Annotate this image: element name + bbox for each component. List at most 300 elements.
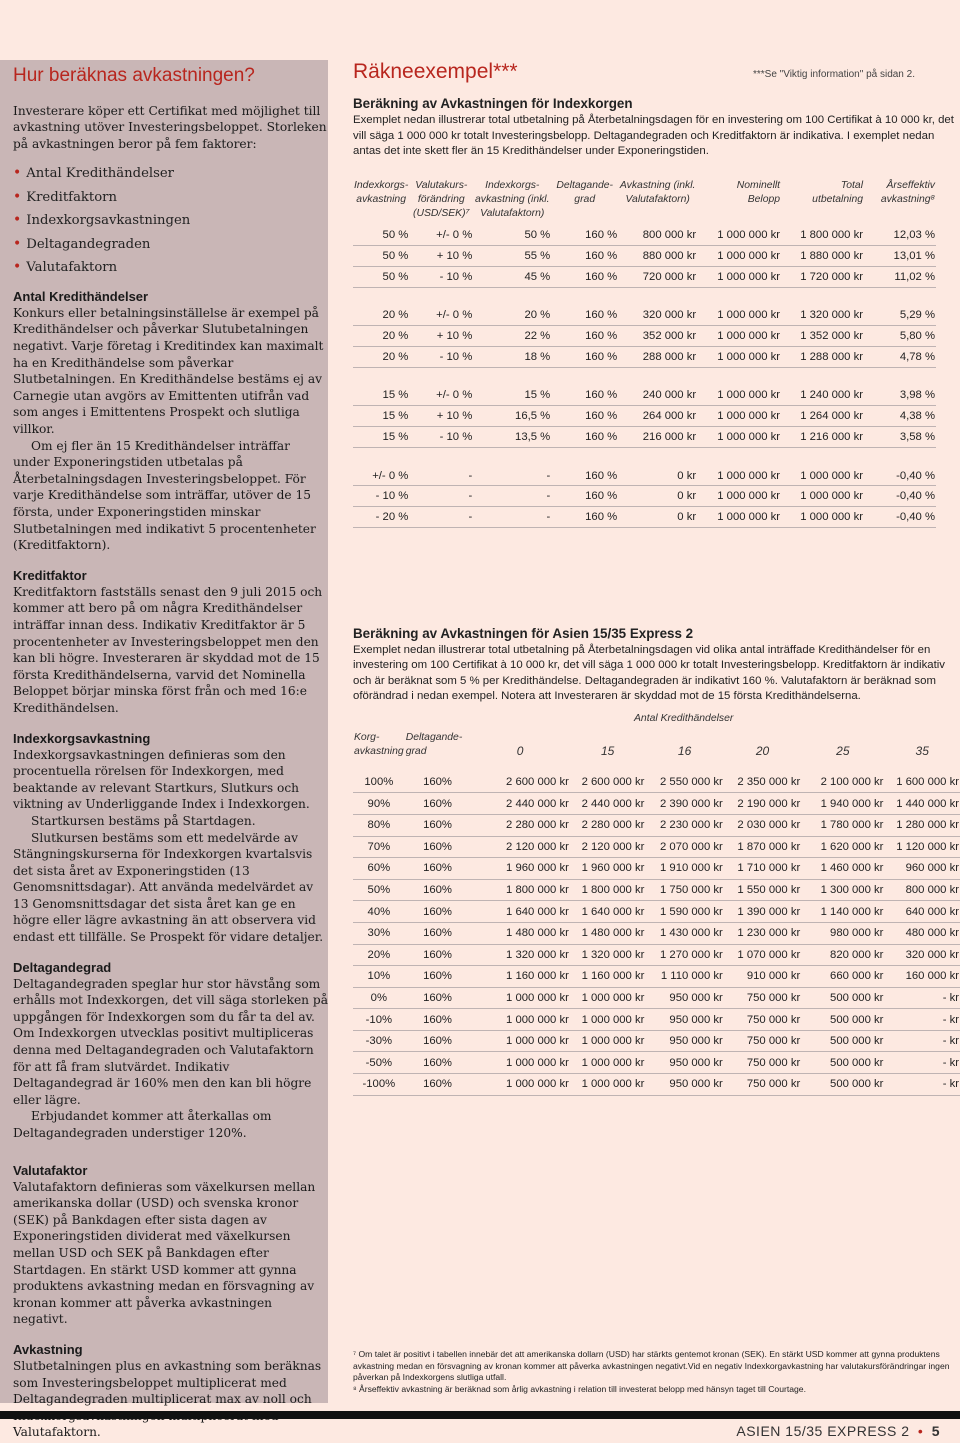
table-cell: 90% <box>353 793 405 815</box>
table-cell: 2 440 000 kr <box>470 793 569 815</box>
table-cell: 500 000 kr <box>801 987 884 1009</box>
table-cell: 1 110 000 kr <box>645 966 723 988</box>
table-cell: 160% <box>405 836 471 858</box>
example-title: Räkneexempel*** <box>353 60 518 83</box>
table-cell: 160 % <box>551 466 618 486</box>
table-cell: -10% <box>353 1009 405 1031</box>
example-note: ***Se "Viktig information" på sidan 2. <box>752 69 915 80</box>
table-cell: 1 000 000 kr <box>781 507 864 528</box>
table-cell: 12,03 % <box>864 226 936 246</box>
table-cell: - kr <box>884 1074 960 1096</box>
left-title: Hur beräknas avkastningen? <box>13 65 255 86</box>
table-cell: 1 800 000 kr <box>570 879 646 901</box>
kredithandelser-table <box>353 730 960 1096</box>
group-spacer <box>353 287 936 306</box>
table-cell: 2 390 000 kr <box>645 793 723 815</box>
section-text: Indexkorgsavkastningen definieras som den procentuella rörelsen för Indexkorgen, med beaktande av relevant Startkurs, Slutkurs och viktning av Underliggande Index i Indexkorgen. <box>13 747 310 812</box>
page-footer <box>736 1423 940 1439</box>
table-cell: 1 710 000 kr <box>724 858 801 880</box>
footnotes <box>353 1349 958 1395</box>
table-cell: 160% <box>405 858 471 880</box>
table-row <box>353 246 936 267</box>
column-header: Indexkorgs- avkastning <box>354 179 409 205</box>
table-cell: 18 % <box>473 346 551 367</box>
table-cell: 160 % <box>551 406 618 427</box>
table-cell: 1 240 000 kr <box>781 386 864 406</box>
table-cell: 45 % <box>473 266 551 287</box>
table-cell: 1 000 000 kr <box>697 486 781 507</box>
table-cell: 160% <box>405 793 471 815</box>
table-cell: 1 000 000 kr <box>570 987 646 1009</box>
footer-product: ASIEN 15/35 EXPRESS 2 <box>736 1423 910 1439</box>
table-cell: - kr <box>884 987 960 1009</box>
column-header: Korg- avkastning <box>354 731 404 757</box>
table-cell: 160% <box>405 772 471 793</box>
section-heading: Deltagandegrad <box>13 959 112 975</box>
table-cell: 960 000 kr <box>884 858 960 880</box>
table-cell: 1 000 000 kr <box>697 226 781 246</box>
table-cell: 950 000 kr <box>645 1074 723 1096</box>
table-cell: 50 % <box>353 266 409 287</box>
section-text: Om ej fler än 15 Kredithändelser inträffar under Exponeringstiden utbetalas på Återbetalningsdagen Investeringsbeloppet. För varje Kredithändelse som inträffar, utöver de 15 första, under Exponeringstiden minskar Slutbetalningen med indikativt 5 procentenheter (Kreditfaktorn). <box>13 438 316 553</box>
table-row <box>353 306 936 326</box>
footnote: ⁸ Årseffektiv avkastning är beräknad som årlig avkastning i relation till investerat belopp med hänsyn taget till Courtage. <box>353 1383 806 1394</box>
table-row <box>353 507 936 528</box>
table-cell: 55 % <box>473 246 551 267</box>
table-row <box>353 944 960 966</box>
table-cell: 950 000 kr <box>645 1009 723 1031</box>
table-cell: -0,40 % <box>864 486 936 507</box>
table-cell: 160% <box>405 944 471 966</box>
table-cell: 1 140 000 kr <box>801 901 884 923</box>
table-cell: 1 440 000 kr <box>884 793 960 815</box>
table-cell: 1 352 000 kr <box>781 326 864 347</box>
intro-text: Investerare köper ett Certifikat med möjlighet till avkastning utöver Investeringsbeloppet. Storleken på avkastningen beror på fem faktorer: <box>13 103 327 151</box>
table-cell: 15 % <box>353 406 409 427</box>
table-row <box>353 793 960 815</box>
table-cell: 2 600 000 kr <box>470 772 569 793</box>
table-cell: 1 940 000 kr <box>801 793 884 815</box>
bullet-icon: • <box>13 235 22 252</box>
table-cell: 160 % <box>551 486 618 507</box>
table-row <box>353 922 960 944</box>
column-header: 20 <box>755 743 770 758</box>
table-cell: + 10 % <box>409 326 473 347</box>
table-cell: 20 % <box>353 346 409 367</box>
table-cell: 1 590 000 kr <box>645 901 723 923</box>
table-cell: 160 000 kr <box>884 966 960 988</box>
table-cell: 1 264 000 kr <box>781 406 864 427</box>
table-cell: 160% <box>405 901 471 923</box>
table-cell: 160% <box>405 879 471 901</box>
table-cell: 1 640 000 kr <box>470 901 569 923</box>
table-cell: 80% <box>353 814 405 836</box>
table-row <box>353 858 960 880</box>
list-item: • Antal Kredithändelser <box>13 165 174 182</box>
table-cell: 16,5 % <box>473 406 551 427</box>
table-cell: 3,58 % <box>864 427 936 448</box>
table-cell: 1 000 000 kr <box>470 987 569 1009</box>
section-heading: Kreditfaktor <box>13 567 87 583</box>
table-cell: 1 160 000 kr <box>470 966 569 988</box>
section-heading: Beräkning av Avkastningen för Indexkorgen <box>353 96 633 111</box>
page-number: 5 <box>931 1423 940 1439</box>
table-cell: 1 000 000 kr <box>781 466 864 486</box>
table-row <box>353 1052 960 1074</box>
table-cell: 50% <box>353 879 405 901</box>
table-cell: 1 000 000 kr <box>697 346 781 367</box>
column-header: Årseffektiv avkastning⁸ <box>880 179 935 205</box>
table-cell: 1 000 000 kr <box>697 386 781 406</box>
table-cell: 160 % <box>551 427 618 448</box>
table-cell: 1 000 000 kr <box>570 1009 646 1031</box>
table-cell: 160 % <box>551 346 618 367</box>
table-cell: 5,80 % <box>864 326 936 347</box>
table-cell: 2 120 000 kr <box>570 836 646 858</box>
list-item: • Valutafaktorn <box>13 259 118 276</box>
table-cell: 480 000 kr <box>884 922 960 944</box>
table-cell: 1 320 000 kr <box>781 306 864 326</box>
table-cell: 160 % <box>551 326 618 347</box>
table-cell: 13,01 % <box>864 246 936 267</box>
table-cell: 160% <box>405 966 471 988</box>
table-cell: 2 030 000 kr <box>724 814 801 836</box>
table-cell: + 10 % <box>409 406 473 427</box>
table-cell: 880 000 kr <box>618 246 697 267</box>
table-cell: 2 280 000 kr <box>570 814 646 836</box>
table-cell: 160% <box>405 1009 471 1031</box>
table-row <box>353 836 960 858</box>
table-cell: 1 780 000 kr <box>801 814 884 836</box>
column-header: Deltagande- grad <box>405 731 463 757</box>
column-header: 25 <box>836 743 850 758</box>
table-cell: 100% <box>353 772 405 793</box>
table-cell: 15 % <box>473 386 551 406</box>
table-cell: - kr <box>884 1052 960 1074</box>
table-cell: 950 000 kr <box>645 1052 723 1074</box>
list-item: • Indexkorgsavkastningen <box>13 212 191 229</box>
column-header: Valutakurs- förändring (USD/SEK)⁷ <box>413 179 470 219</box>
bullet-icon: • <box>13 212 22 229</box>
footnote: ⁷ Om talet är positivt i tabellen innebär det att amerikanska dollarn (USD) har stärkts gentemot kronan (SEK). En stärkt USD kommer att gynna produktens avkastning medan en försvagning av kronan kommer att påverka avkastningen negativt.Vid en negativ Indexkorgavkastning har valutakursförändringar ingen påverkan på Indexkorgens slutliga utfall. <box>353 1349 950 1382</box>
section-text: Deltagandegraden speglar hur stor hävstång som erhålls mot Indexkorgen, det vill säga storleken på uppgången för Indexkorgen som du får ta del av. Om Indexkorgen utvecklas positivt multipliceras denna med Deltagandegraden och Valutafaktorn för att få fram slutvärdet. Indikativ Deltagandegrad är 160% men den kan bli högre eller lägre. <box>13 976 328 1107</box>
table-cell: 950 000 kr <box>645 1030 723 1052</box>
table-cell: 0 kr <box>618 466 697 486</box>
table-row <box>353 966 960 988</box>
section-text: Valutafaktorn definieras som växelkursen mellan amerikanska dollar (USD) och svenska kronor (SEK) på Bankdagen efter sista dagen av Exponeringstiden dividerat med växelkursen mellan USD och SEK på Bankdagen efter Startdagen. En stärkt USD kommer att gynna produktens avkastning medan en försvagning av kronan kommer att påverka avkastningen negativt. <box>13 1179 316 1327</box>
section-text: Kreditfaktorn fastställs senast den 9 juli 2015 och kommer att bero på om några Kredithändelser inträffar innan dess. Indikativ Kreditfaktor är 5 procentenheter av Investeringsbeloppet men den kan bli högre. Investeraren är skyddad mot de 15 första Kredithändelserna, varvid det Nominella Beloppet börjar minska först från och med 16:e Kredithändelsen. <box>13 584 323 715</box>
table-cell: 2 070 000 kr <box>645 836 723 858</box>
table-cell: 264 000 kr <box>618 406 697 427</box>
table-cell: 1 550 000 kr <box>724 879 801 901</box>
column-header: Indexkorgs- avkastning (inkl. Valutafaktorn) <box>474 179 550 219</box>
table-row <box>353 1009 960 1031</box>
table-cell: 1 000 000 kr <box>697 466 781 486</box>
table-row <box>353 346 936 367</box>
table-cell: 1 960 000 kr <box>470 858 569 880</box>
factor-list <box>13 162 328 280</box>
group-spacer <box>353 367 936 386</box>
table-cell: 2 100 000 kr <box>801 772 884 793</box>
table-cell: 13,5 % <box>473 427 551 448</box>
table-cell: 1 000 000 kr <box>570 1074 646 1096</box>
table-cell: 2 600 000 kr <box>570 772 646 793</box>
table-cell: 320 000 kr <box>618 306 697 326</box>
table-cell: 160% <box>405 1052 471 1074</box>
table-cell: 60% <box>353 858 405 880</box>
table-cell: 2 190 000 kr <box>724 793 801 815</box>
table-cell: 5,29 % <box>864 306 936 326</box>
table-cell: +/- 0 % <box>409 226 473 246</box>
table-cell: 2 230 000 kr <box>645 814 723 836</box>
table-cell: 1 000 000 kr <box>697 266 781 287</box>
table-cell: +/- 0 % <box>409 386 473 406</box>
table-cell: 160 % <box>551 226 618 246</box>
table-cell: 1 390 000 kr <box>724 901 801 923</box>
table-cell: 1 430 000 kr <box>645 922 723 944</box>
table-row <box>353 1030 960 1052</box>
table-cell: 160% <box>405 1030 471 1052</box>
table-cell: 750 000 kr <box>724 1030 801 1052</box>
table-cell: 1 000 000 kr <box>470 1030 569 1052</box>
table-cell: 160 % <box>551 386 618 406</box>
table-cell: 0 kr <box>618 507 697 528</box>
table-cell: -100% <box>353 1074 405 1096</box>
table-cell: 800 000 kr <box>618 226 697 246</box>
table-cell: 750 000 kr <box>724 1074 801 1096</box>
table-cell: 1 640 000 kr <box>570 901 646 923</box>
table-cell: 20 % <box>353 306 409 326</box>
table-cell: + 10 % <box>409 246 473 267</box>
table-cell: 1 000 000 kr <box>697 246 781 267</box>
table-cell: 50 % <box>473 226 551 246</box>
column-header: Nominellt Belopp <box>736 179 781 205</box>
table-row <box>353 266 936 287</box>
section-text: Exemplet nedan illustrerar total utbetalning på Återbetalningsdagen för en investering om 100 Certifikat à 10 000 kr, det vill säga 1 000 000 kr totalt Investeringsbelopp. Deltagandegraden och Kreditfaktorn är indikativa. I exemplet nedan antas det inte skett fler än 15 Kredithändelser under Exponeringstiden. <box>353 114 954 157</box>
table-cell: 500 000 kr <box>801 1052 884 1074</box>
table-cell: 1 000 000 kr <box>697 507 781 528</box>
table-cell: -0,40 % <box>864 466 936 486</box>
table-cell: 160 % <box>551 246 618 267</box>
table-cell: 70% <box>353 836 405 858</box>
section-text: Exemplet nedan illustrerar total utbetalning på Återbetalningsdagen vid olika antal inträffade Kredithändelser för en investering om 100 Certifikat à 10 000 kr, det vill säga 1 000 000 kr totalt Investeringsbelopp. Kreditfaktorn är indikativ och är beräknat som 5 % per Kredithändelse. Deltagandegraden är indikativt 160 %. Valutafaktorn är beräknad som oförändrad i nedan exempel. Notera att Investeraren är skyddad mot de 15 första Kredithändelserna. <box>353 643 946 703</box>
table-cell: 15 % <box>353 386 409 406</box>
table-cell: 1 000 000 kr <box>697 326 781 347</box>
table-cell: 1 910 000 kr <box>645 858 723 880</box>
table-cell: 1 300 000 kr <box>801 879 884 901</box>
table-cell: 50 % <box>353 226 409 246</box>
table-cell: 1 880 000 kr <box>781 246 864 267</box>
table-cell: +/- 0 % <box>353 466 409 486</box>
table-cell: -30% <box>353 1030 405 1052</box>
section-text: Erbjudandet kommer att återkallas om Deltagandegraden understiger 120%. <box>13 1109 272 1140</box>
table-cell: 1 216 000 kr <box>781 427 864 448</box>
table-row <box>353 427 936 448</box>
table-cell: 750 000 kr <box>724 1052 801 1074</box>
section-heading: Beräkning av Avkastningen för Asien 15/35 Express 2 <box>353 625 694 641</box>
table-cell: - <box>473 466 551 486</box>
table-cell: 950 000 kr <box>645 987 723 1009</box>
table-cell: 660 000 kr <box>801 966 884 988</box>
table-cell: - <box>473 507 551 528</box>
table-cell: 10% <box>353 966 405 988</box>
table-cell: 1 288 000 kr <box>781 346 864 367</box>
table-cell: 15 % <box>353 427 409 448</box>
table-cell: 2 440 000 kr <box>570 793 646 815</box>
table-cell: 1 460 000 kr <box>801 858 884 880</box>
table-cell: 1 000 000 kr <box>570 1030 646 1052</box>
table-cell: - kr <box>884 1009 960 1031</box>
table-cell: 1 070 000 kr <box>724 944 801 966</box>
table-cell: 0% <box>353 987 405 1009</box>
table-cell: 1 270 000 kr <box>645 944 723 966</box>
section-text: Startkursen bestäms på Startdagen. <box>31 813 256 828</box>
table-cell: 1 480 000 kr <box>470 922 569 944</box>
table-cell: 1 000 000 kr <box>697 427 781 448</box>
table-row <box>353 386 936 406</box>
table-caption: Antal Kredithändelser <box>634 712 734 724</box>
table-cell: 1 800 000 kr <box>781 226 864 246</box>
bullet-icon: • <box>13 259 22 276</box>
table-cell: 640 000 kr <box>884 901 960 923</box>
table-cell: 1 720 000 kr <box>781 266 864 287</box>
column-header: 0 <box>516 743 524 758</box>
table-cell: 1 750 000 kr <box>645 879 723 901</box>
table-cell: 240 000 kr <box>618 386 697 406</box>
table-cell: 4,78 % <box>864 346 936 367</box>
table-cell: 4,38 % <box>864 406 936 427</box>
table-cell: 500 000 kr <box>801 1009 884 1031</box>
table-cell: 750 000 kr <box>724 1009 801 1031</box>
column-header: 15 <box>600 743 615 758</box>
table-cell: 50 % <box>353 246 409 267</box>
table-cell: 1 600 000 kr <box>884 772 960 793</box>
table-cell: 1 120 000 kr <box>884 836 960 858</box>
table-cell: - <box>409 486 473 507</box>
left-info-column <box>0 60 328 1440</box>
footer-bar <box>0 1411 960 1419</box>
table-cell: 11,02 % <box>864 266 936 287</box>
table-cell: 352 000 kr <box>618 326 697 347</box>
table-cell: 2 280 000 kr <box>470 814 569 836</box>
table-cell: 0 kr <box>618 486 697 507</box>
right-example-column <box>353 60 960 1096</box>
table-cell: 1 000 000 kr <box>697 406 781 427</box>
table-cell: 1 320 000 kr <box>470 944 569 966</box>
table-row <box>353 486 936 507</box>
table-cell: 2 120 000 kr <box>470 836 569 858</box>
table-cell: 1 870 000 kr <box>724 836 801 858</box>
column-header: Total utbetalning <box>812 179 864 205</box>
table-row <box>353 879 960 901</box>
table-cell: - 10 % <box>409 427 473 448</box>
section-heading: Avkastning <box>13 1341 83 1357</box>
table-cell: 160% <box>405 922 471 944</box>
column-header: 35 <box>915 743 929 758</box>
table-cell: 288 000 kr <box>618 346 697 367</box>
table-cell: 1 800 000 kr <box>470 879 569 901</box>
table-cell: +/- 0 % <box>409 306 473 326</box>
table-cell: 1 000 000 kr <box>697 306 781 326</box>
table-cell: 320 000 kr <box>884 944 960 966</box>
table-cell: 1 480 000 kr <box>570 922 646 944</box>
table-cell: 1 000 000 kr <box>570 1052 646 1074</box>
table-row <box>353 814 960 836</box>
table-cell: - 10 % <box>409 266 473 287</box>
table-cell: - <box>409 507 473 528</box>
table-cell: 20 % <box>473 306 551 326</box>
section-heading: Indexkorgsavkastning <box>13 730 151 746</box>
table-cell: 720 000 kr <box>618 266 697 287</box>
table-cell: 216 000 kr <box>618 427 697 448</box>
table-cell: 910 000 kr <box>724 966 801 988</box>
table-cell: 820 000 kr <box>801 944 884 966</box>
table-cell: 1 000 000 kr <box>470 1074 569 1096</box>
table-cell: - 10 % <box>409 346 473 367</box>
table-cell: 1 280 000 kr <box>884 814 960 836</box>
table-cell: 1 000 000 kr <box>781 486 864 507</box>
group-spacer <box>353 447 936 466</box>
table-row <box>353 772 960 793</box>
table-cell: 160 % <box>551 306 618 326</box>
section-text: Slutkursen bestäms som ett medelvärde av Stängningskurserna för Indexkorgen kvartalsvis det sista året av Exponeringstiden (13 Genomsnittsdagar). Att använda medelvärdet av 13 Genomsnittsdagar det sista året kan ge en högre eller lägre avkastning än att observera vid endast ett tillfälle. Se Prospekt för vidare detaljer. <box>13 830 324 945</box>
table-row <box>353 987 960 1009</box>
section-heading: Antal Kredithändelser <box>13 288 149 304</box>
list-item: • Kreditfaktorn <box>13 188 117 205</box>
table-cell: 40% <box>353 901 405 923</box>
list-item: • Deltagandegraden <box>13 235 151 252</box>
table-cell: 20 % <box>353 326 409 347</box>
table-cell: 980 000 kr <box>801 922 884 944</box>
column-header: Avkastning (inkl. Valutafaktorn) <box>619 179 696 205</box>
table-cell: 2 350 000 kr <box>724 772 801 793</box>
table-cell: 2 550 000 kr <box>645 772 723 793</box>
table-cell: 1 230 000 kr <box>724 922 801 944</box>
indexkorg-table <box>353 178 936 528</box>
column-header: Deltagande- grad <box>556 179 614 205</box>
section-text: Slutbetalningen plus en avkastning som beräknas som Investeringsbeloppet multiplicerat med Deltagandegraden multiplicerat max av noll och Valutafaktorn. <box>13 1358 322 1440</box>
table-cell: 20% <box>353 944 405 966</box>
table-cell: 3,98 % <box>864 386 936 406</box>
table-cell: 1 320 000 kr <box>570 944 646 966</box>
table-cell: 800 000 kr <box>884 879 960 901</box>
table-row <box>353 1074 960 1096</box>
table-row <box>353 226 936 246</box>
table-cell: - 20 % <box>353 507 409 528</box>
table-cell: 1 160 000 kr <box>570 966 646 988</box>
table-cell: 160 % <box>551 266 618 287</box>
table-cell: 160 % <box>551 507 618 528</box>
table-cell: - kr <box>884 1030 960 1052</box>
section-heading: Valutafaktor <box>13 1162 88 1178</box>
table-cell: 160% <box>405 814 471 836</box>
table-cell: 160% <box>405 987 471 1009</box>
section-text: Konkurs eller betalningsinställelse är exempel på Kredithändelser och påverkar Slutubetalningen negativt. Varje företag i Kreditindex kan maximalt ha en Kredithändelse som påverkar Slutbetalningen. En Kredithändelse bestäms ej av Carnegie utan avgörs av Emittenten utifrån vad som anges i Emittentens Prospekt och slutliga villkor. <box>13 305 324 437</box>
table-cell: 160% <box>405 1074 471 1096</box>
bullet-icon: • <box>13 165 22 182</box>
table-cell: 1 960 000 kr <box>570 858 646 880</box>
bullet-icon: • <box>13 188 22 205</box>
table-cell: 30% <box>353 922 405 944</box>
table-cell: 1 000 000 kr <box>470 1052 569 1074</box>
table-cell: 500 000 kr <box>801 1074 884 1096</box>
column-header: 16 <box>677 743 692 758</box>
table-cell: 750 000 kr <box>724 987 801 1009</box>
table-cell: - <box>409 466 473 486</box>
table-cell: 500 000 kr <box>801 1030 884 1052</box>
footer-separator: • <box>917 1423 924 1439</box>
table-row <box>353 326 936 347</box>
